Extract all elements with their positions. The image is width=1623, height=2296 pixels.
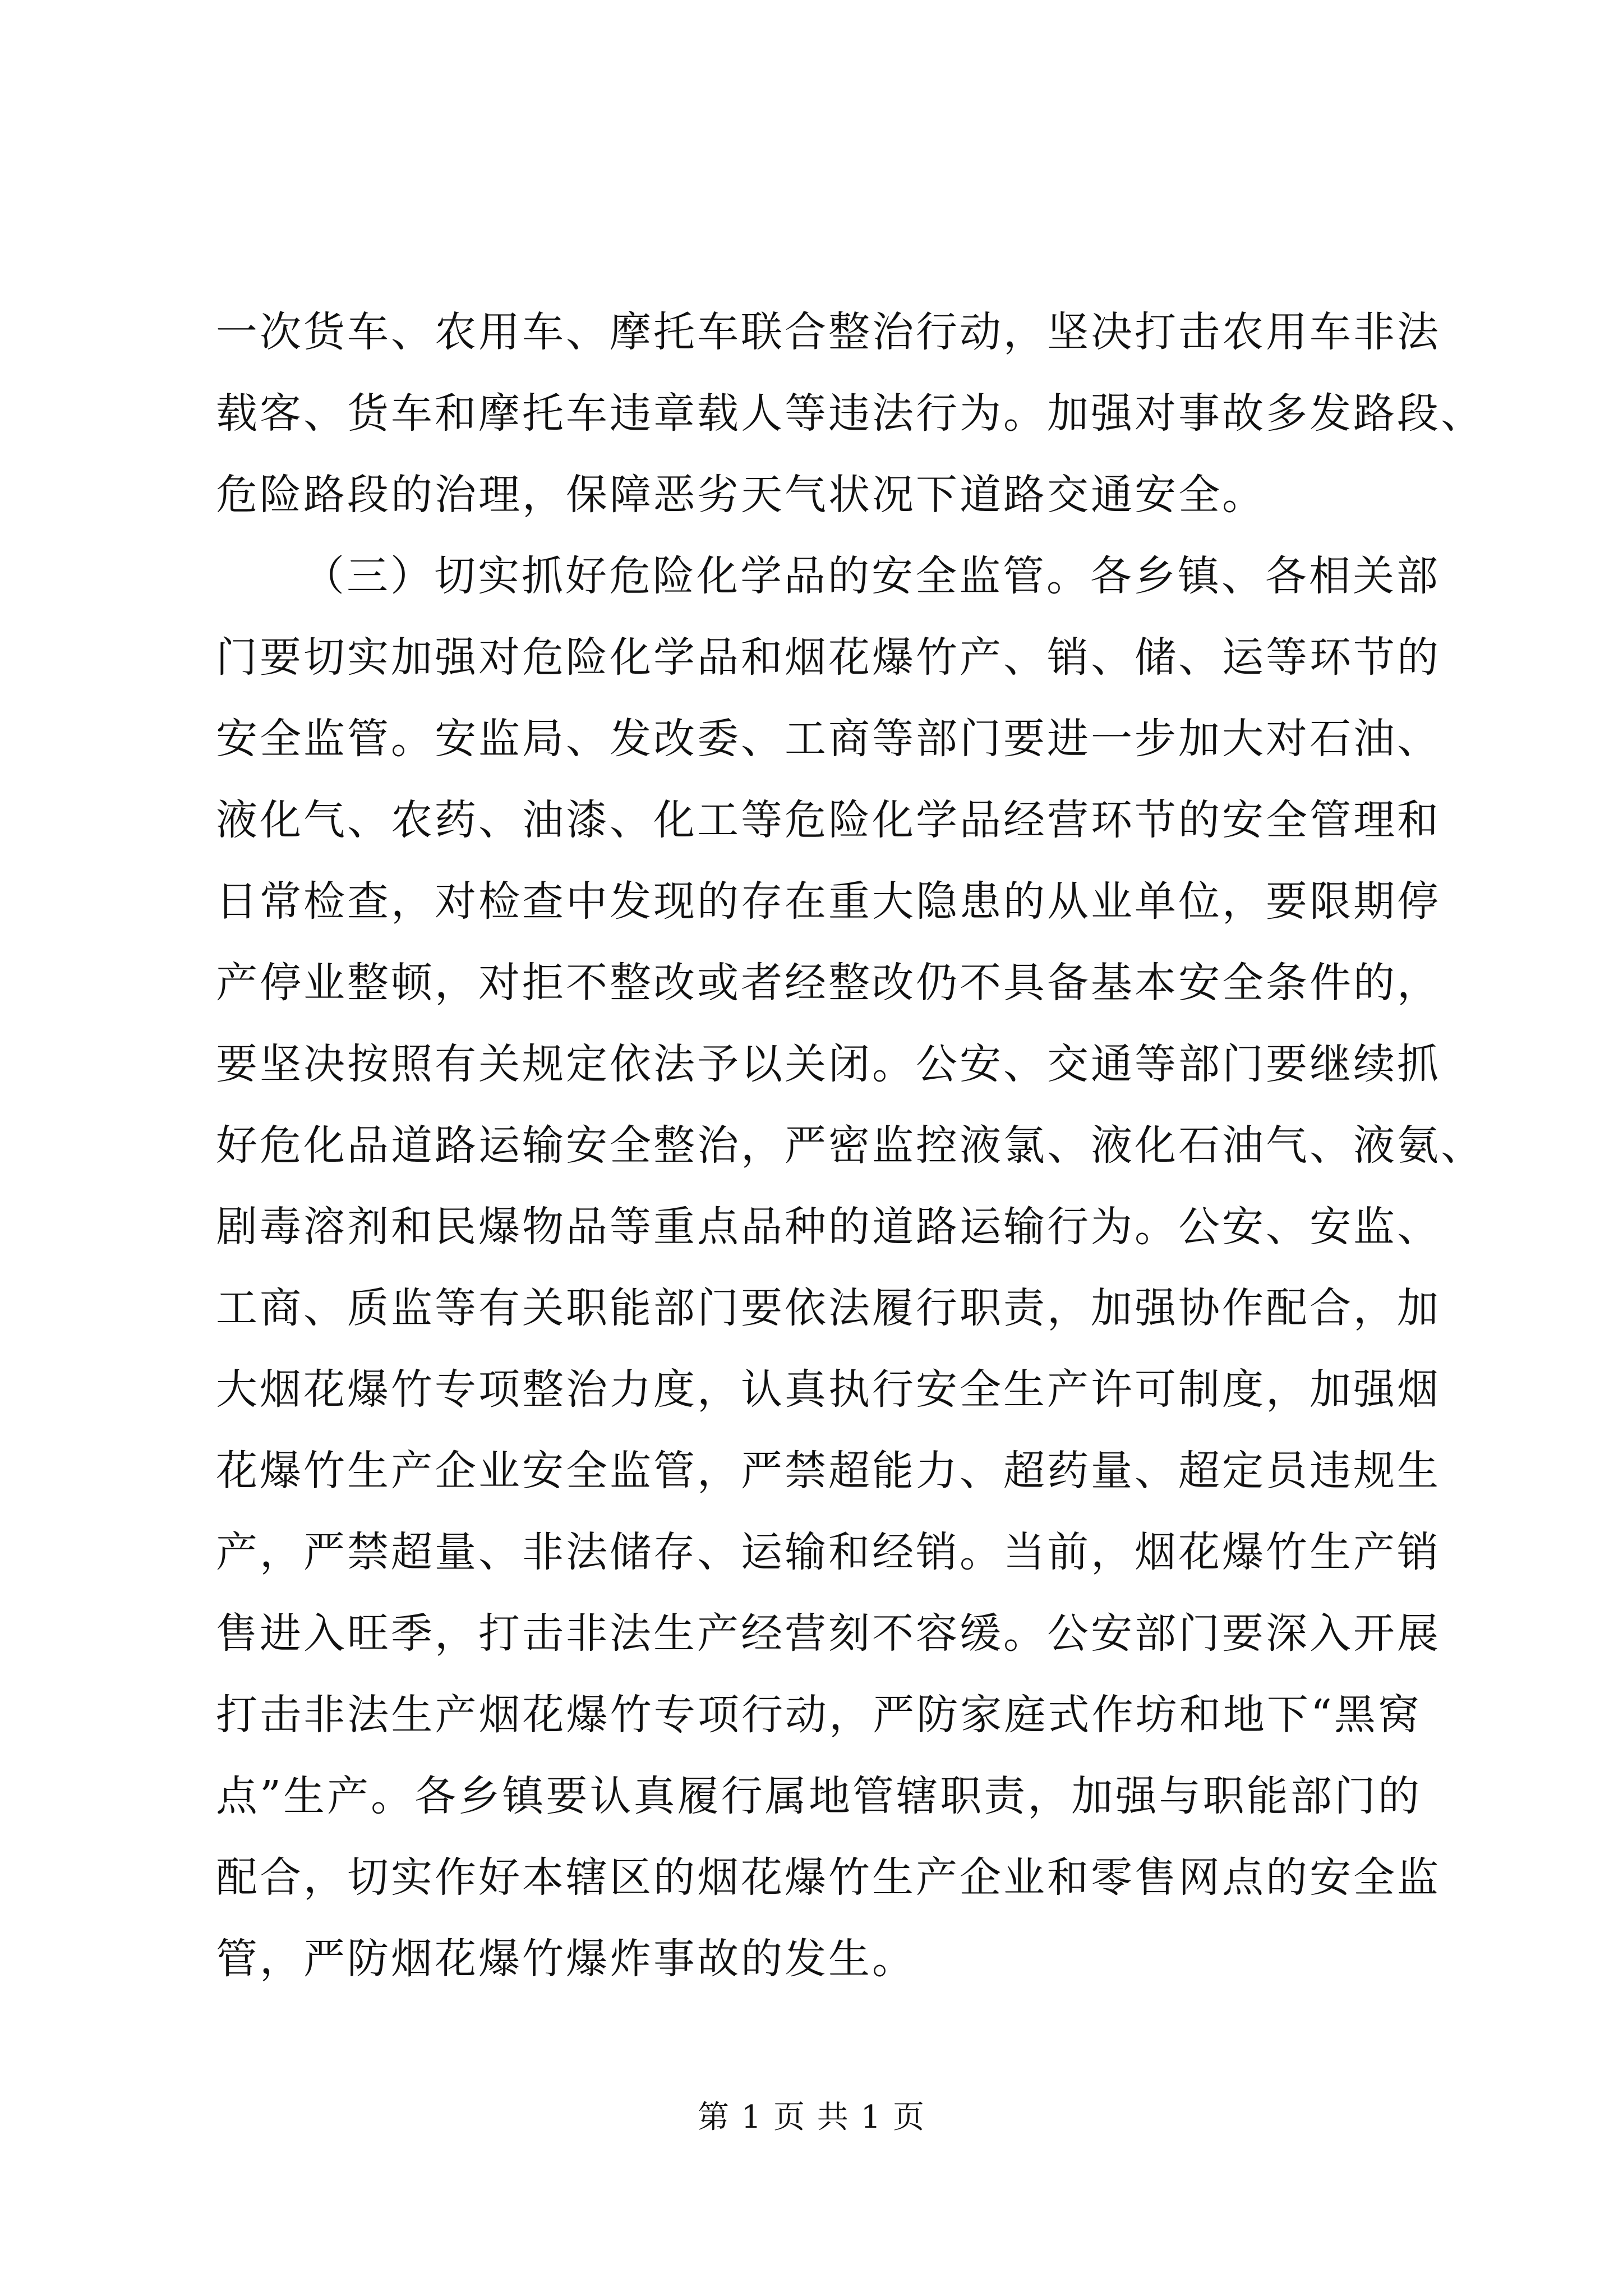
text-line-19: 点”生产。各乡镇要认真履行属地管辖职责，加强与职能部门的 [216, 1772, 1422, 1820]
text-line-13: 工商、质监等有关职能部门要依法履行职责，加强协作配合，加 [216, 1284, 1441, 1332]
page-number-label: 第 1 页 共 1 页 [697, 2099, 926, 2136]
text-line-10: 要坚决按照有关规定依法予以关闭。公安、交通等部门要继续抓 [216, 1040, 1441, 1088]
text-line-12: 剧毒溶剂和民爆物品等重点品种的道路运输行为。公安、安监、 [216, 1203, 1441, 1251]
text-line-6: 安全监管。安监局、发改委、工商等部门要进一步加大对石油、 [216, 715, 1441, 763]
text-line-5: 门要切实加强对危险化学品和烟花爆竹产、销、储、运等环节的 [216, 633, 1441, 682]
text-line-20: 配合，切实作好本辖区的烟花爆竹生产企业和零售网点的安全监 [216, 1853, 1441, 1902]
text-line-3: 危险路段的治理，保障恶劣天气状况下道路交通安全。 [216, 471, 1266, 519]
text-line-1: 一次货车、农用车、摩托车联合整治行动，坚决打击农用车非法 [216, 308, 1441, 356]
body-text [216, 292, 1484, 2000]
section-heading-line: （三）切实抓好危险化学品的安全监管。各乡镇、各相关部 [303, 552, 1440, 600]
text-line-14: 大烟花爆竹专项整治力度，认真执行安全生产许可制度，加强烟 [216, 1365, 1441, 1414]
text-line-9: 产停业整顿，对拒不整改或者经整改仍不具备基本安全条件的， [216, 959, 1441, 1007]
text-line-15: 花爆竹生产企业安全监管，严禁超能力、超药量、超定员违规生 [216, 1447, 1441, 1495]
page-footer [0, 2095, 1623, 2140]
text-line-17: 售进入旺季，打击非法生产经营刻不容缓。公安部门要深入开展 [216, 1609, 1441, 1658]
text-line-18: 打击非法生产烟花爆竹专项行动，严防家庭式作坊和地下“黑窝 [216, 1691, 1422, 1739]
text-line-21: 管，严防烟花爆竹爆炸事故的发生。 [216, 1935, 916, 1983]
text-line-2: 载客、货车和摩托车违章载人等违法行为。加强对事故多发路段、 [216, 389, 1484, 438]
text-line-11: 好危化品道路运输安全整治，严密监控液氯、液化石油气、液氨、 [216, 1121, 1484, 1170]
text-line-8: 日常检查，对检查中发现的存在重大隐患的从业单位，要限期停 [216, 877, 1441, 926]
text-line-7: 液化气、农药、油漆、化工等危险化学品经营环节的安全管理和 [216, 796, 1441, 844]
text-line-16: 产，严禁超量、非法储存、运输和经销。当前，烟花爆竹生产销 [216, 1528, 1441, 1576]
